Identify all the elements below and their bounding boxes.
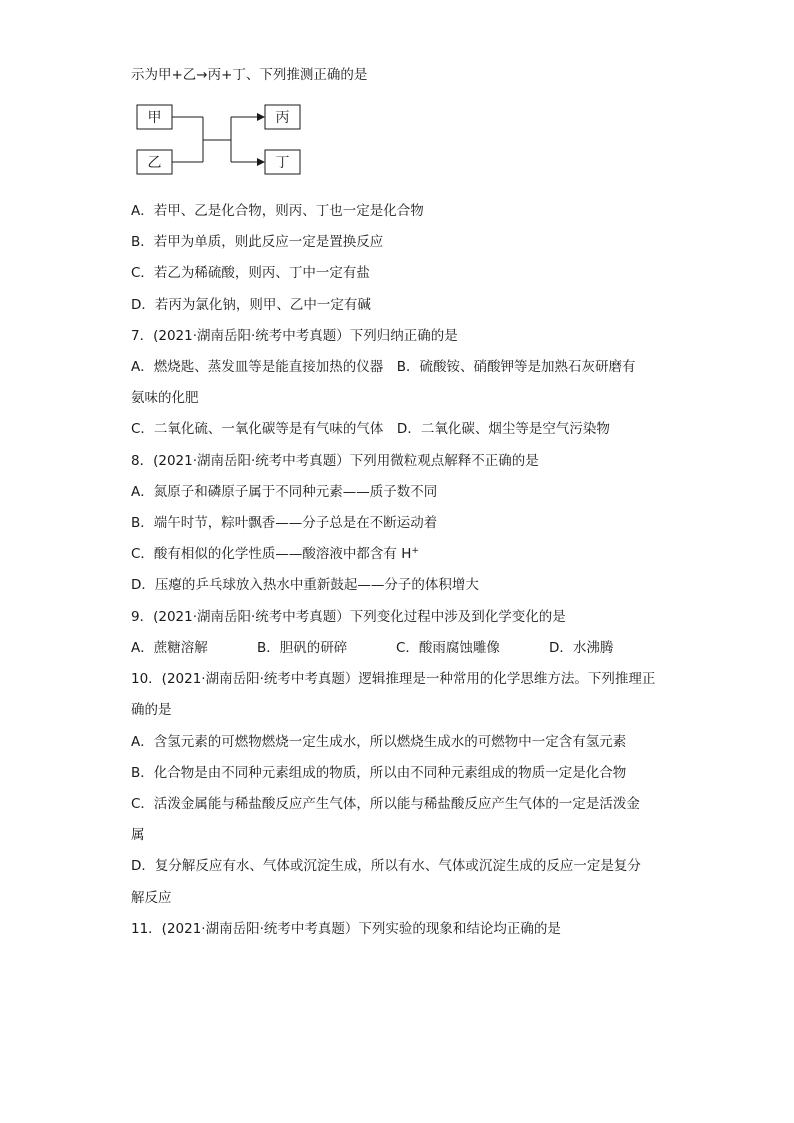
q10-stem-line-2: 确的是 [131, 702, 172, 718]
q10-line-2: B．化合物是由不同种元素组成的物质，所以由不同种元素组成的物质一定是化合物 [131, 765, 627, 781]
q9-option-b: B．胆矾的研碎 [257, 640, 348, 656]
q10-line-3: C．活泼金属能与稀盐酸反应产生气体，所以能与稀盐酸反应产生气体的一定是活泼金 [131, 796, 640, 812]
q7-options-line-2: 氨味的化肥 [131, 390, 199, 406]
reaction-diagram [131, 98, 311, 180]
q10-line-6: 解反应 [131, 890, 172, 906]
q9-option-a: A．蔗糖溶解 [131, 640, 208, 656]
q6-stem: 示为甲+乙→丙+丁、下列推测正确的是 [131, 67, 368, 83]
q6-option-c: C．若乙为稀硫酸，则丙、丁中一定有盐 [131, 265, 370, 281]
box-a-label: 甲 [147, 110, 162, 126]
q6-option-b: B．若甲为单质，则此反应一定是置换反应 [131, 234, 384, 250]
q11-stem: 11．(2021·湖南岳阳·统考中考真题）下列实验的现象和结论均正确的是 [131, 921, 561, 937]
box-d-label: 丁 [275, 155, 290, 171]
q7-options-line-3: C．二氧化硫、一氧化碳等是有气味的气体 D．二氧化碳、烟尘等是空气污染物 [131, 421, 610, 437]
box-c-label: 丙 [275, 110, 290, 126]
q6-option-d: D．若丙为氯化钠，则甲、乙中一定有碱 [131, 297, 371, 313]
q10-line-5: D．复分解反应有水、气体或沉淀生成，所以有水、气体或沉淀生成的反应一定是复分 [131, 858, 641, 874]
ion-charge: + [411, 546, 419, 556]
box-b-label: 乙 [147, 155, 162, 171]
q7-stem: 7．(2021·湖南岳阳·统考中考真题）下列归纳正确的是 [131, 328, 458, 344]
q8-option-c [131, 545, 419, 563]
q10-line-4: 属 [131, 827, 145, 843]
q9-option-d: D．水沸腾 [549, 640, 614, 656]
q9-stem: 9．(2021·湖南岳阳·统考中考真题）下列变化过程中涉及到化学变化的是 [131, 609, 566, 625]
q10-stem-line-1: 10．(2021·湖南岳阳·统考中考真题）逻辑推理是一种常用的化学思维方法。下列推理正 [131, 671, 656, 687]
q10-line-1: A．含氢元素的可燃物燃烧一定生成水，所以燃烧生成水的可燃物中一定含有氢元素 [131, 734, 627, 750]
q8-stem: 8．(2021·湖南岳阳·统考中考真题）下列用微粒观点解释不正确的是 [131, 453, 539, 469]
q9-option-c: C．酸雨腐蚀雕像 [396, 640, 500, 656]
q7-options-line-1: A．燃烧匙、蒸发皿等是能直接加热的仪器 B．硫酸铵、硝酸钾等是加熟石灰研磨有 [131, 359, 636, 375]
q8-option-c-text: C．酸有相似的化学性质——酸溶液中都含有 H [131, 546, 412, 562]
q8-option-d: D．压瘪的乒乓球放入热水中重新鼓起——分子的体积增大 [131, 577, 479, 593]
q8-option-a: A．氮原子和磷原子属于不同种元素——质子数不同 [131, 484, 438, 500]
q8-option-b: B．端午时节，粽叶飘香——分子总是在不断运动着 [131, 515, 438, 531]
q6-option-a: A．若甲、乙是化合物，则丙、丁也一定是化合物 [131, 203, 424, 219]
